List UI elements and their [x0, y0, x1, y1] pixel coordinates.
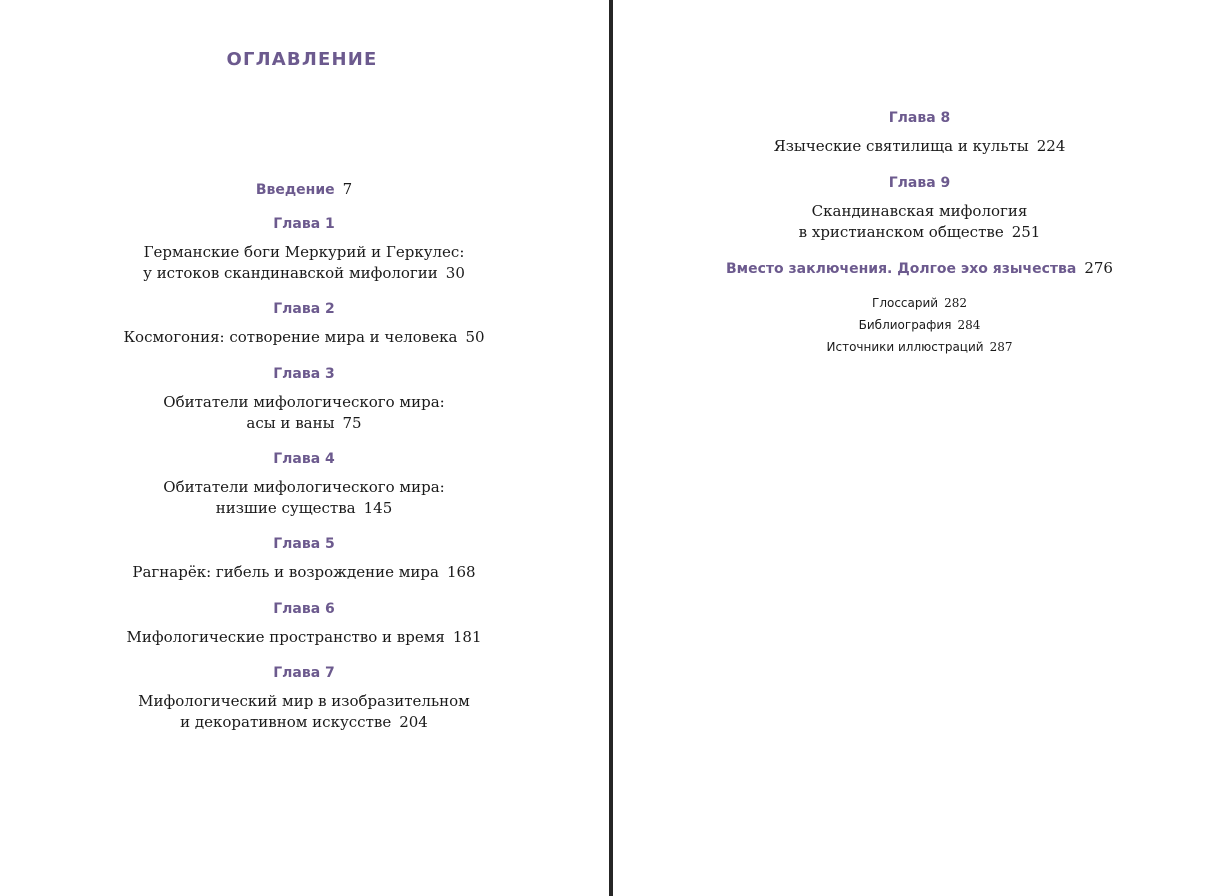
chapter-page-number: 75 — [342, 414, 362, 432]
chapter-label: Глава 5 — [273, 536, 335, 552]
toc-entry-glossary — [614, 292, 1225, 314]
chapter-title-line: Рагнарёк: гибель и возрождение мира — [132, 563, 439, 581]
toc-entry-chapter-4 — [0, 450, 608, 519]
chapter-title-line: Обитатели мифологического мира: — [163, 393, 445, 411]
chapter-title-line: Космогония: сотворение мира и человека — [123, 328, 458, 346]
toc-entry-chapter-6 — [0, 600, 608, 648]
chapter-label: Глава 9 — [888, 175, 951, 191]
toc-entry-conclusion — [614, 259, 1225, 278]
chapter-title-line: низшие существа — [215, 499, 356, 517]
chapter-page-number: 30 — [445, 264, 465, 282]
toc-entry-chapter-8 — [614, 109, 1225, 157]
chapter-page-number: 181 — [452, 628, 482, 646]
chapter-label: Глава 4 — [273, 451, 335, 467]
page-title: ОГЛАВЛЕНИЕ — [226, 49, 378, 70]
back-matter-label: Источники иллюстраций — [826, 340, 984, 354]
back-matter-page-number: 282 — [944, 296, 967, 310]
chapter-title-line: асы и ваны — [246, 414, 335, 432]
toc-entry-chapter-2 — [0, 300, 608, 348]
toc-entry-chapter-5 — [0, 535, 608, 583]
chapter-title-line: Языческие святилища и культы — [773, 137, 1029, 155]
chapter-title-line: Мифологические пространство и время — [126, 628, 445, 646]
chapter-title-line: Мифологический мир в изобразительном — [138, 692, 470, 710]
chapter-label: Глава 7 — [273, 665, 335, 681]
chapter-page-number: 204 — [399, 713, 428, 731]
chapter-label: Глава 6 — [273, 601, 335, 617]
chapter-page-number: 251 — [1011, 223, 1041, 241]
left-page — [0, 0, 608, 896]
toc-entry-illustration-sources — [614, 336, 1225, 358]
toc-entry-intro — [0, 180, 608, 199]
back-matter-page-number: 284 — [957, 318, 981, 332]
intro-page-number: 7 — [342, 180, 353, 198]
chapter-title-line: Германские боги Меркурий и Геркулес: — [143, 243, 465, 261]
back-matter-label: Библиография — [858, 318, 952, 332]
toc-entry-chapter-3 — [0, 365, 608, 434]
chapter-title-line: Обитатели мифологического мира: — [163, 478, 445, 496]
chapter-page-number: 50 — [465, 328, 485, 346]
toc-back-matter — [614, 292, 1225, 358]
chapter-title-line: у истоков скандинавской мифологии — [143, 264, 438, 282]
toc-entry-chapter-1 — [0, 215, 608, 284]
chapter-label: Глава 2 — [273, 301, 335, 317]
book-gutter-divider — [609, 0, 613, 896]
conclusion-label: Вместо заключения. Долгое эхо язычества — [726, 261, 1077, 277]
conclusion-page-number: 276 — [1084, 259, 1113, 277]
chapter-label: Глава 3 — [273, 366, 335, 382]
chapter-page-number: 145 — [363, 499, 393, 517]
toc-entry-chapter-7 — [0, 664, 608, 733]
chapter-page-number: 168 — [446, 563, 476, 581]
chapter-title-line: Скандинавская мифология — [811, 202, 1028, 220]
toc-entry-chapter-9 — [614, 174, 1225, 243]
chapter-page-number: 224 — [1036, 137, 1066, 155]
toc-entry-bibliography — [614, 314, 1225, 336]
chapter-label: Глава 1 — [273, 216, 335, 232]
back-matter-label: Глоссарий — [872, 296, 939, 310]
right-page — [614, 0, 1225, 896]
chapter-label: Глава 8 — [888, 110, 951, 126]
back-matter-page-number: 287 — [989, 340, 1013, 354]
chapter-title-line: и декоративном искусстве — [180, 713, 392, 731]
chapter-title-line: в христианском обществе — [798, 223, 1004, 241]
intro-label: Введение — [255, 182, 335, 198]
